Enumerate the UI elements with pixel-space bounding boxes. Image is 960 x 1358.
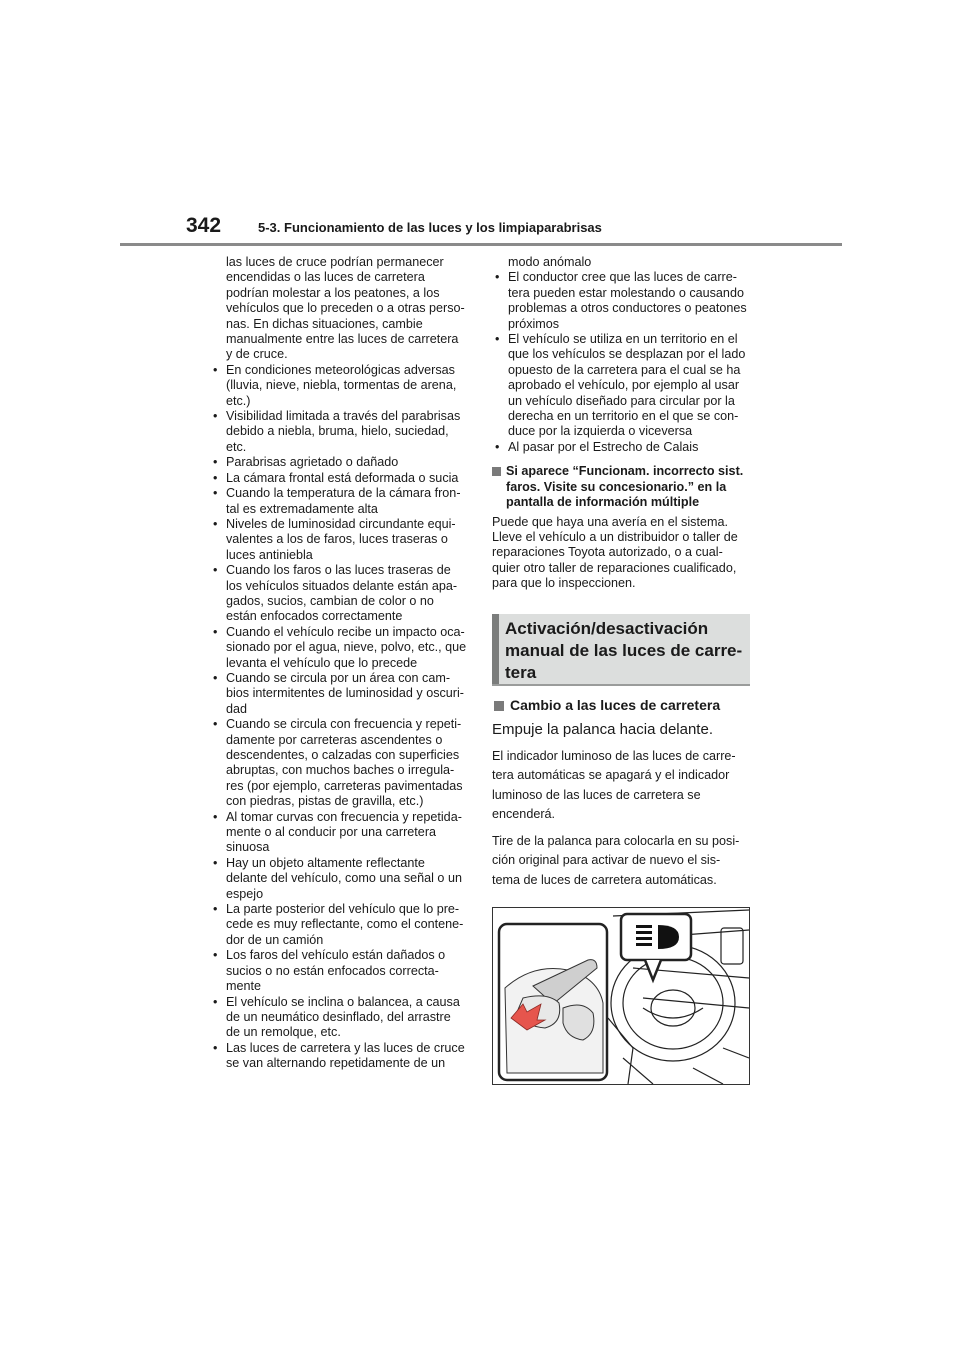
text-line: • Al tomar curvas con frecuencia y repetida- — [226, 809, 462, 824]
text-line: podrían molestar a los peatones, a los — [226, 285, 440, 300]
list-item — [210, 563, 472, 625]
text-line: manualmente entre las luces de carretera — [226, 332, 459, 347]
condition-list — [210, 363, 472, 1072]
text-line: tal es extremadamente alta — [226, 501, 378, 516]
list-item — [210, 948, 472, 994]
text-line: (lluvia, nieve, niebla, tormentas de arena, — [226, 378, 457, 393]
paragraph-restore — [492, 832, 750, 891]
text-line: están enfocados correctamente — [226, 609, 403, 624]
text-line: Lleve el vehículo a un distribuidor o taller de — [492, 529, 738, 544]
left-column — [210, 255, 472, 1072]
list-item — [492, 332, 750, 440]
text-line: bios intermitentes de luminosidad y oscuri- — [226, 686, 464, 701]
text-line: • Cuando los faros o las luces traseras de — [226, 563, 451, 578]
text-line: mente o al conducir por una carretera — [226, 825, 437, 840]
text-line: un vehículo diseñado para circular por la — [508, 393, 735, 408]
subsection-heading: Cambio a las luces de carretera — [492, 698, 750, 713]
text-line: • Las luces de carretera y las luces de cruce — [226, 1040, 465, 1055]
text-line: los vehículos situados delante están apa- — [226, 578, 458, 593]
text-line: Puede que haya una avería en el sistema. — [492, 514, 728, 529]
text-line: problemas a otros conductores o peatones — [508, 301, 747, 316]
lever-inset — [499, 924, 607, 1080]
text-line: sinuosa — [226, 840, 270, 855]
text-line: • Parabrisas agrietado o dañado — [226, 455, 399, 470]
text-line: encendidas o las luces de carretera — [226, 270, 425, 285]
text-line: tera pueden estar molestando o causando — [508, 285, 744, 300]
text-line: de un neumático desinflado, del arrastre — [226, 1009, 451, 1024]
list-item — [492, 440, 750, 455]
text-line: delante del vehículo, como una señal o un — [226, 871, 462, 886]
section-title: 5-3. Funcionamiento de las luces y los limpiaparabrisas — [258, 220, 602, 235]
text-line: etc.) — [226, 393, 251, 408]
text-line: • Visibilidad limitada a través del parabrisas — [226, 409, 461, 424]
list-item — [210, 625, 472, 671]
list-item — [210, 486, 472, 517]
high-beam-indicator-callout — [621, 914, 691, 980]
text-line: abruptas, con muchos baches o irregula- — [226, 763, 455, 778]
text-line: mente — [226, 979, 262, 994]
text-line: damente por carreteras ascendentes o — [226, 732, 443, 747]
text-line: aprobado el vehículo, por ejemplo al usar — [508, 378, 740, 393]
text-line: res (por ejemplo, carreteras pavimentadas — [226, 778, 463, 793]
section-heading-box — [492, 614, 750, 686]
text-line: derecha en un territorio en el que se con- — [508, 409, 739, 424]
page-number: 342 — [186, 214, 222, 237]
text-line: duce por la izquierda o viceversa — [508, 424, 693, 439]
list-item — [210, 995, 472, 1041]
text-line: las luces de cruce podrían permanecer — [226, 255, 444, 269]
lever-illustration-svg — [493, 908, 749, 1084]
text-line: • Cuando el vehículo recibe un impacto oca- — [226, 624, 465, 639]
list-item — [210, 455, 472, 470]
list-item — [210, 717, 472, 809]
text-line: • Cuando se circula con frecuencia y repeti- — [226, 717, 462, 732]
text-line: luminoso de las luces de carretera se — [492, 787, 701, 802]
text-line: sucios o no están enfocados correcta- — [226, 963, 439, 978]
text-line: etc. — [226, 439, 247, 454]
text-line: Si aparece “Funcionam. incorrecto sist. — [506, 464, 744, 479]
text-line: Activación/desactivación — [505, 618, 709, 638]
list-item — [492, 270, 750, 332]
continuation-text: modo anómalo — [508, 255, 592, 269]
text-line: para que lo inspeccionen. — [492, 576, 636, 591]
text-line: dor de un camión — [226, 932, 324, 947]
text-line: • El conductor cree que las luces de carre- — [508, 270, 737, 285]
list-item — [210, 902, 472, 948]
text-line: Tire de la palanca para colocarla en su posi- — [492, 833, 740, 848]
text-line: con piedras, pistas de gravilla, etc.) — [226, 794, 424, 809]
list-item — [210, 1041, 472, 1072]
text-line: tera — [505, 662, 537, 682]
text-line: El indicador luminoso de las luces de carre- — [492, 748, 736, 763]
text-line: que los vehículos se desplazan por el lado — [508, 347, 746, 362]
lever-illustration — [492, 907, 750, 1085]
intro-paragraph — [210, 255, 472, 363]
text-line: manual de las luces de carre- — [505, 640, 743, 660]
text-line: levanta el vehículo que lo precede — [226, 655, 418, 670]
section-heading-bar — [492, 614, 499, 684]
text-line: • Cuando se circula por un área con cam- — [226, 670, 451, 685]
text-line: • La cámara frontal está deformada o sucia — [226, 470, 459, 485]
text-line: nas. En dichas situaciones, cambie — [226, 316, 423, 331]
text-line: valentes a los de faros, luces traseras o — [226, 532, 448, 547]
paragraph-indicator — [492, 747, 750, 825]
list-item — [210, 671, 472, 717]
warning-text — [492, 515, 750, 592]
text-line: cede es muy reflectante, como el contene- — [226, 917, 464, 932]
text-line: y de cruce. — [226, 347, 288, 362]
text-line: • El vehículo se utiliza en un territorio en el — [508, 332, 738, 347]
text-line: próximos — [508, 316, 560, 331]
text-line: gados, sucios, cambian de color o no — [226, 593, 434, 608]
right-column — [492, 255, 750, 890]
header-rule — [120, 243, 842, 246]
text-line: tema de luces de carretera automáticas. — [492, 872, 717, 887]
text-line: opuesto de la carretera para el cual se ha — [508, 362, 741, 377]
text-line: vehículos que lo preceden o a otras perso- — [226, 301, 465, 316]
text-line: tera automáticas se apagará y el indicador — [492, 768, 730, 783]
text-line: • Al pasar por el Estrecho de Calais — [508, 439, 699, 454]
section-heading-text — [505, 618, 744, 684]
text-line: • El vehículo se inclina o balancea, a causa — [226, 994, 460, 1009]
list-item — [210, 810, 472, 856]
list-item — [210, 363, 472, 409]
text-line: se van alternando repetidamente de un — [226, 1056, 446, 1071]
text-line: reparaciones Toyota autorizado, o a cual- — [492, 545, 723, 560]
list-item — [210, 409, 472, 455]
text-line: quier otro taller de reparaciones cualificado, — [492, 560, 737, 575]
text-line: dad — [226, 701, 248, 716]
text-line: luces antiniebla — [226, 547, 313, 562]
text-line: pantalla de información múltiple — [506, 495, 700, 510]
list-item — [210, 471, 472, 486]
text-line: sionado por el agua, nieve, polvo, etc., que — [226, 640, 467, 655]
text-line: espejo — [226, 886, 264, 901]
text-line: • Los faros del vehículo están dañados o — [226, 948, 446, 963]
list-item — [210, 856, 472, 902]
text-line: • Cuando la temperatura de la cámara fron- — [226, 486, 461, 501]
text-line: faros. Visite su concesionario.” en la — [506, 479, 727, 494]
text-line: de un remolque, etc. — [226, 1025, 341, 1040]
text-line: ción original para activar de nuevo el sis- — [492, 853, 721, 868]
list-item — [210, 517, 472, 563]
condition-list-continued — [492, 270, 750, 455]
text-line: descendentes, o calzadas con superficies — [226, 748, 460, 762]
text-line: • La parte posterior del vehículo que lo pre- — [226, 902, 460, 917]
text-line: • Hay un objeto altamente reflectante — [226, 855, 425, 870]
text-line: encenderá. — [492, 807, 556, 822]
text-line: • En condiciones meteorológicas adversas — [226, 362, 455, 377]
instruction-text: Empuje la palanca hacia delante. — [492, 720, 713, 738]
warning-heading — [492, 464, 750, 510]
text-line: • Niveles de luminosidad circundante equi- — [226, 516, 456, 531]
text-line: debido a niebla, bruma, hielo, suciedad, — [226, 424, 449, 439]
